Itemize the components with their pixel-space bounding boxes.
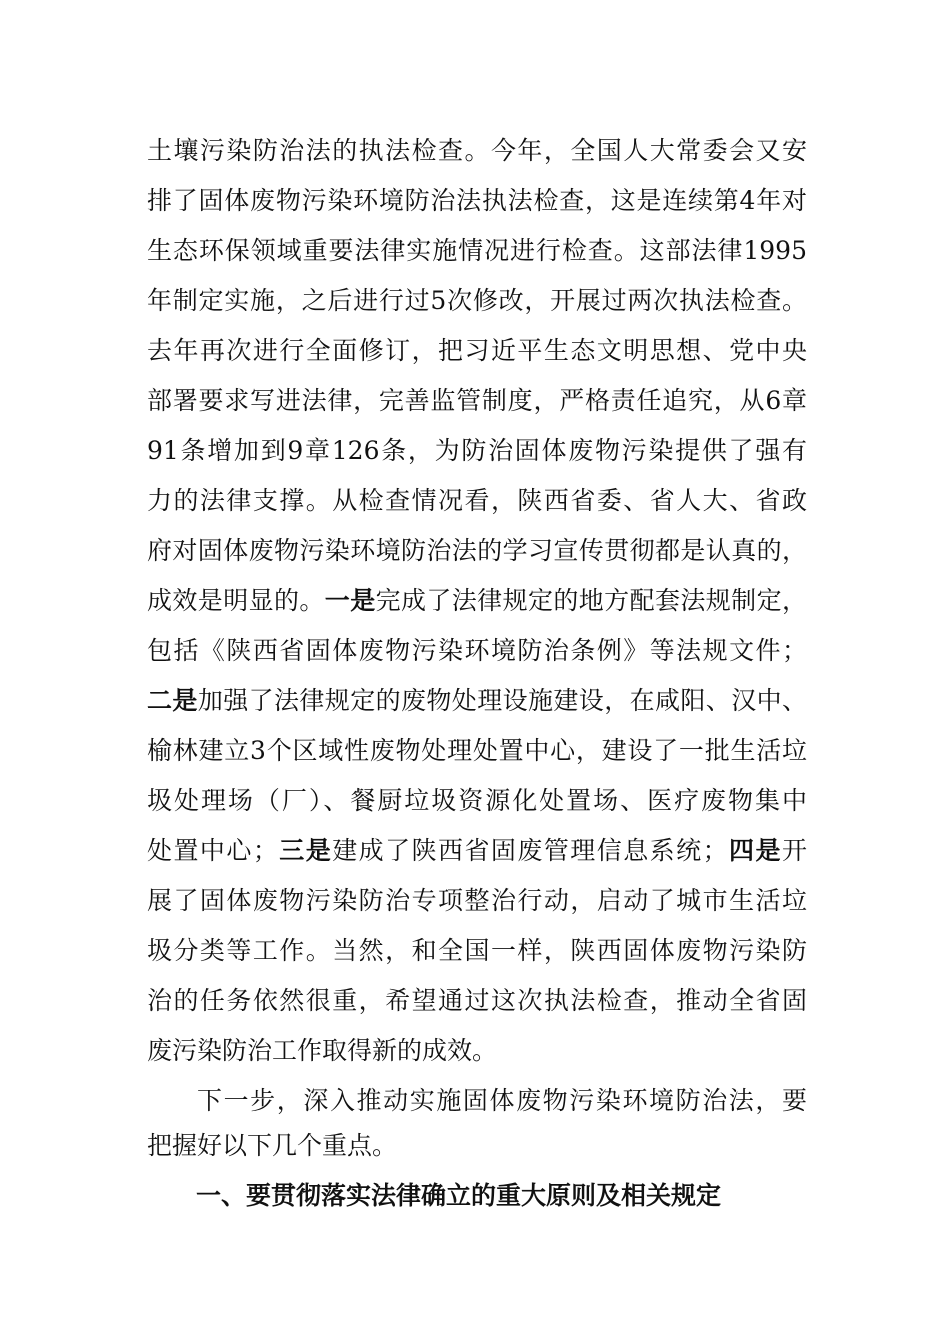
paragraph-line: 91条增加到9章126条，为防治固体废物污染提供了强有 (147, 436, 807, 465)
paragraph-line: 把握好以下几个重点。 (147, 1131, 398, 1160)
paragraph-line: 排了固体废物污染环境防治法执法检查，这是连续第4年对 (147, 186, 807, 215)
paragraph-line: 废污染防治工作取得新的成效。 (147, 1036, 498, 1065)
section-heading: 一、要贯彻落实法律确立的重大原则及相关规定 (196, 1181, 722, 1210)
paragraph-line: 圾分类等工作。当然，和全国一样，陕西固体废物污染防 (147, 936, 807, 965)
paragraph-2-first-line: 下一步，深入推动实施固体废物污染环境防治法，要 (197, 1086, 807, 1115)
paragraph-line (147, 686, 807, 716)
emphasis-second: 二是 (147, 686, 198, 715)
paragraph-line: 治的任务依然很重，希望通过这次执法检查，推动全省固 (147, 986, 807, 1015)
paragraph-line: 土壤污染防治法的执法检查。今年，全国人大常委会又安 (147, 136, 807, 165)
paragraph-line: 去年再次进行全面修订，把习近平生态文明思想、党中央 (147, 336, 807, 365)
emphasis-first: 一是 (324, 586, 376, 615)
paragraph-line: 部署要求写进法律，完善监管制度，严格责任追究，从6章 (147, 386, 807, 415)
emphasis-third: 三是 (277, 836, 333, 865)
paragraph-line: 年制定实施，之后进行过5次修改，开展过两次执法检查。 (147, 286, 807, 315)
paragraph-line: 圾处理场（厂）、餐厨垃圾资源化处置场、医疗废物集中 (147, 786, 807, 815)
paragraph-line: 力的法律支撑。从检查情况看，陕西省委、省人大、省政 (147, 486, 807, 515)
line-text: 建成了陕西省固废管理信息系统； (332, 836, 728, 865)
emphasis-fourth: 四是 (727, 836, 782, 865)
line-text: 完成了法律规定的地方配套法规制定， (375, 586, 807, 615)
line-text: 成效是明显的。 (147, 586, 325, 615)
line-text: 加强了法律规定的废物处理设施建设，在咸阳、汉中、 (197, 686, 807, 715)
paragraph-line (147, 836, 807, 866)
paragraph-line: 展了固体废物污染防治专项整治行动，启动了城市生活垃 (147, 886, 807, 915)
line-text: 处置中心； (147, 836, 278, 865)
paragraph-line (147, 586, 807, 616)
paragraph-line: 府对固体废物污染环境防治法的学习宣传贯彻都是认真的， (147, 536, 807, 565)
paragraph-line: 包括《陕西省固体废物污染环境防治条例》等法规文件； (147, 636, 807, 665)
paragraph-line: 榆林建立3个区域性废物处理处置中心，建设了一批生活垃 (147, 736, 807, 765)
line-text: 开 (781, 836, 807, 865)
paragraph-line: 生态环保领域重要法律实施情况进行检查。这部法律1995 (147, 236, 807, 265)
